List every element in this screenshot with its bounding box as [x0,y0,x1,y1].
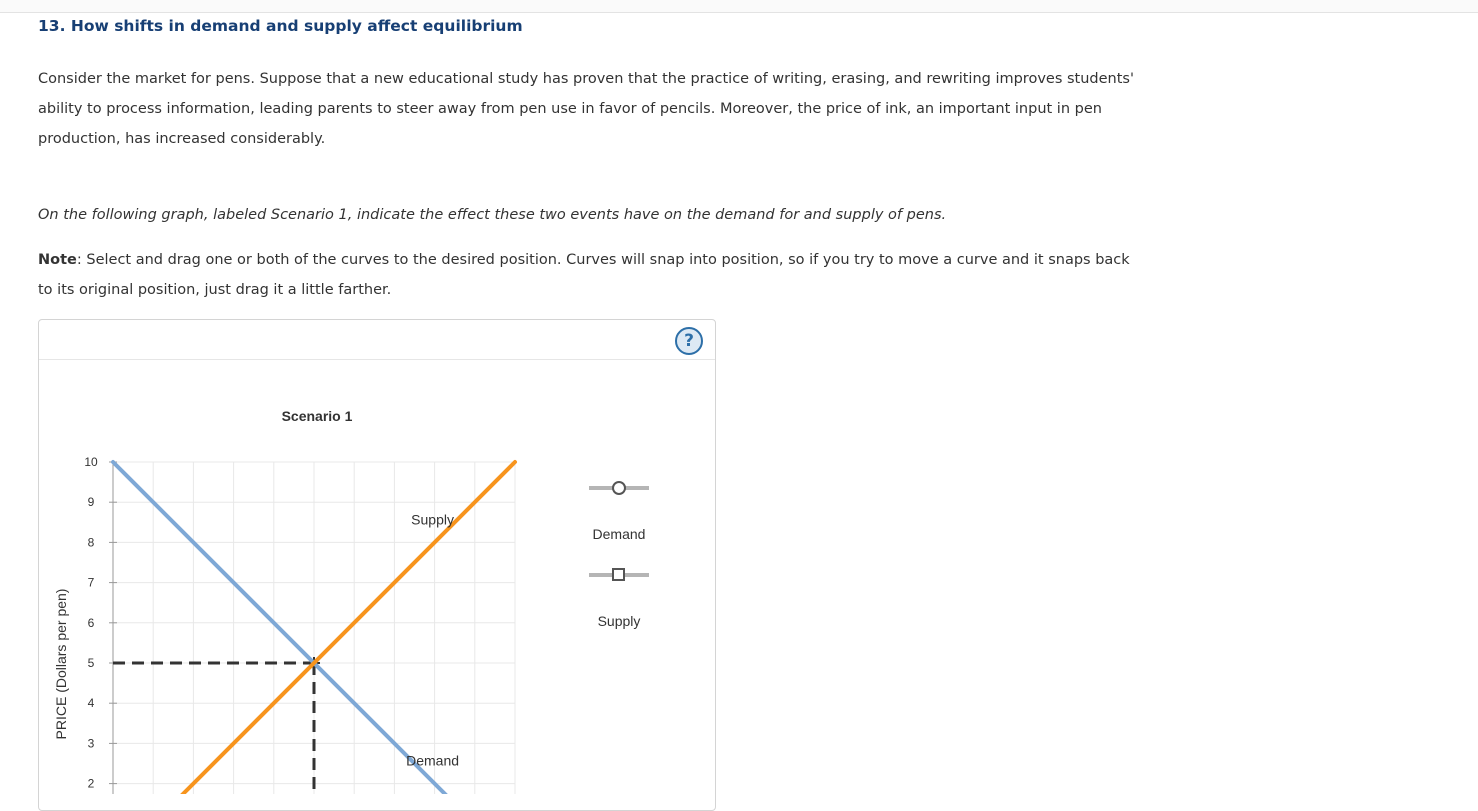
legend [589,482,649,629]
y-tick-label: 7 [87,575,95,590]
legend-supply-label: Supply [597,613,641,629]
legend-supply-square-icon[interactable] [613,569,624,580]
y-axis-label: PRICE (Dollars per pen) [53,588,69,740]
y-tick-label: 8 [87,535,95,550]
legend-demand-circle-icon[interactable] [613,482,625,494]
y-tick-label: 9 [87,495,95,510]
help-icon[interactable]: ? [675,327,703,355]
legend-demand-label: Demand [592,526,646,542]
note-label: Note [38,252,77,268]
y-tick-label: 5 [87,656,95,670]
chart-title: Scenario 1 [281,408,353,424]
note-text: : Select and drag one or both of the curves to the desired position. Curves will snap into position, so if you try to move a curve and it snaps back [76,252,1130,268]
y-tick-label: 4 [87,696,95,711]
note-text-continued: to its original position, just drag it a little farther. [38,282,392,298]
y-axis [84,455,117,794]
y-tick-label: 10 [84,455,98,469]
y-tick-label: 3 [87,736,95,751]
supply-curve-label: Supply [411,511,454,528]
paragraph-line: Consider the market for pens. Suppose that a new educational study has proven that the practice of writing, erasing, and rewriting improves students' [38,71,1134,87]
y-tick-label: 2 [87,776,95,791]
question-title: 13. How shifts in demand and supply affect equilibrium [38,17,523,35]
paragraph-line: production, has increased considerably. [38,131,326,147]
y-tick-label: 6 [87,615,95,630]
paragraph-line: ability to process information, leading parents to steer away from pen use in favor of pencils. Moreover, the price of ink, an important input in pen [38,101,1102,117]
instruction-text: On the following graph, labeled Scenario 1, indicate the effect these two events have on the demand for and supply of pens. [38,207,947,223]
demand-curve-label: Demand [406,752,460,769]
equilibrium-lines [113,657,320,794]
